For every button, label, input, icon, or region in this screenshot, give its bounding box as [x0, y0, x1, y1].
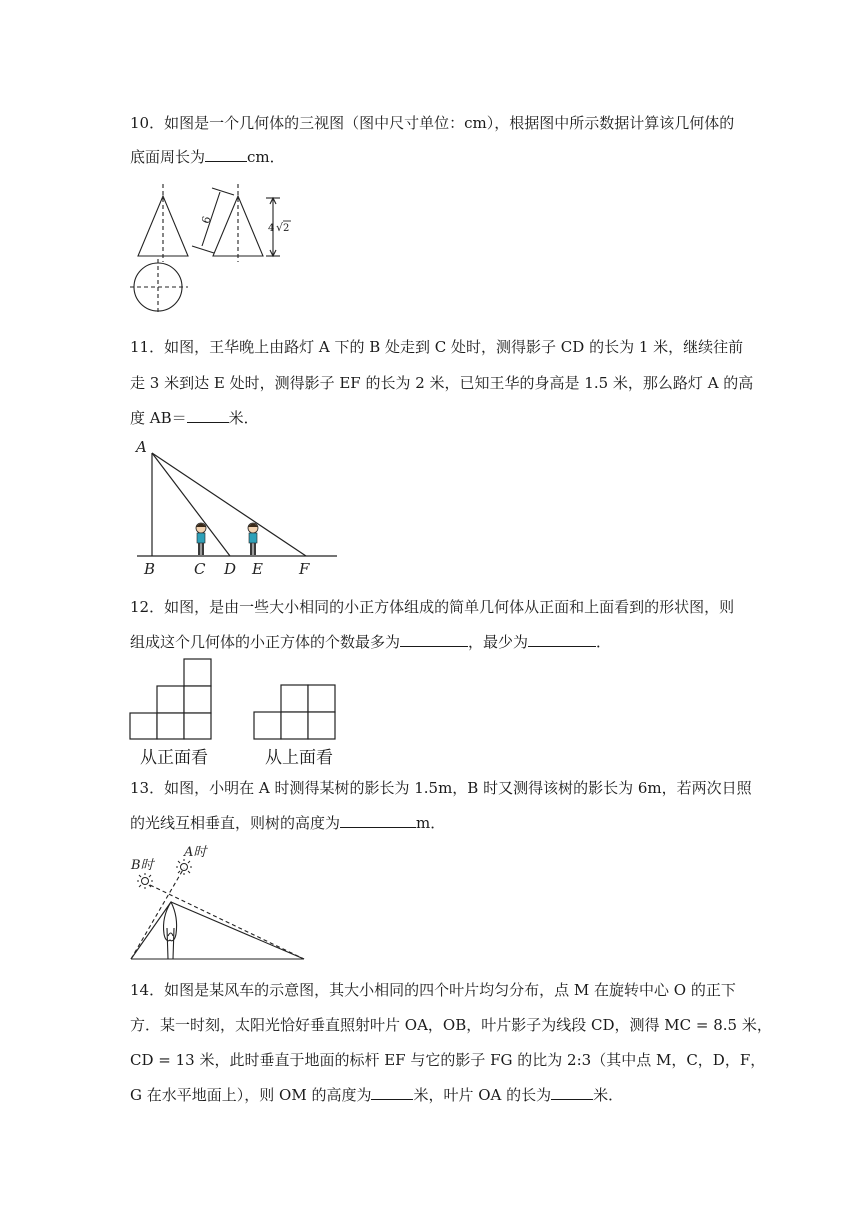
caption-front-view: 从正面看: [140, 748, 208, 768]
svg-text:√: √: [276, 221, 284, 234]
q14-om-answer-blank[interactable]: [371, 1085, 413, 1100]
height-root-label: 2: [283, 223, 290, 234]
q12-top-view-grid: [254, 684, 336, 740]
label-e: E: [252, 560, 263, 578]
q12-line-1: 12．如图，是由一些大小相同的小正方体组成的简单几何体从正面和上面看到的形状图，则: [130, 598, 735, 616]
q11-line-1: 11．如图，王华晚上由路灯 A 下的 B 处走到 C 处时，测得影子 CD 的长为 1 米，继续往前: [130, 338, 744, 356]
q11-line-3: [130, 408, 259, 428]
label-a: A: [136, 438, 147, 456]
label-c: C: [194, 560, 206, 578]
q14-line-4: [130, 1085, 623, 1105]
q11-line-2: 走 3 米到达 E 处时，测得影子 EF 的长为 2 米，已知王华的身高是 1.5 米，那么路灯 A 的高: [130, 374, 754, 392]
q10-answer-blank[interactable]: [205, 147, 247, 162]
q12-line-2: [130, 632, 611, 652]
person-at-e: [248, 523, 258, 555]
q11-answer-blank[interactable]: [187, 408, 229, 423]
q12-front-view-grid: [130, 658, 212, 740]
q10-line-1: 10．如图是一个几何体的三视图（图中尺寸单位：cm），根据图中所示数据计算该几何体的: [130, 114, 735, 132]
light-ray-to-f: [152, 453, 306, 556]
q12-period: ．: [596, 633, 612, 651]
caption-top-view: 从上面看: [265, 748, 333, 768]
label-d: D: [224, 560, 237, 578]
q10-line-2: [130, 147, 285, 167]
q12-text: 组成这个几何体的小正方体的个数最多为: [130, 633, 401, 651]
q13-text: 的光线互相垂直，则树的高度为: [130, 814, 341, 832]
q12-max-answer-blank[interactable]: [400, 632, 468, 647]
q13-line-1: 13．如图，小明在 A 时测得某树的影长为 1.5m，B 时又测得该树的影长为 6m，若两次日照: [130, 779, 752, 797]
slant-label: 6: [199, 214, 214, 226]
q13-line-2: [130, 813, 445, 833]
label-b-time: B时: [131, 858, 154, 873]
light-ray-to-d: [152, 453, 230, 556]
label-b: B: [144, 560, 156, 578]
q10-unit: cm．: [247, 148, 285, 166]
q11-streetlight-figure: [132, 436, 342, 576]
q11-text: 度 AB＝: [130, 409, 187, 427]
height-label: 4: [268, 223, 275, 234]
q14-line-2: 方．某一时刻，太阳光恰好垂直照射叶片 OA，OB，叶片影子为线段 CD，测得 MC = 8.5 米，: [130, 1016, 772, 1034]
q10-text: 底面周长为: [130, 148, 206, 166]
sun-b-icon: [137, 873, 153, 889]
q13-answer-blank[interactable]: [340, 813, 416, 828]
ray-a: [131, 868, 184, 959]
q12-min-answer-blank[interactable]: [528, 632, 596, 647]
q14-text: G 在水平地面上），则 OM 的高度为: [130, 1086, 372, 1104]
q14-line-1: 14．如图是某风车的示意图，其大小相同的四个叶片均匀分布，点 M 在旋转中心 O 的正下: [130, 981, 736, 999]
q13-unit: m．: [416, 814, 446, 832]
q14-text-mid: 米，叶片 OA 的长为: [413, 1086, 552, 1104]
label-f: F: [299, 560, 310, 578]
q12-text-mid: ，最少为: [468, 633, 529, 651]
q13-tree-shadow-figure: [128, 842, 308, 962]
sun-a-icon: [176, 859, 192, 875]
q14-line-3: CD = 13 米，此时垂直于地面的标杆 EF 与它的影子 FG 的比为 2:3（其中点 M，C，D，F，: [130, 1051, 766, 1069]
person-at-c: [196, 523, 206, 555]
hyp-b: [171, 902, 304, 959]
q14-oa-answer-blank[interactable]: [551, 1085, 593, 1100]
q14-unit: 米．: [593, 1086, 624, 1104]
tree-icon: [163, 902, 176, 941]
q10-three-view-figure: [128, 180, 298, 315]
q11-unit: 米．: [228, 409, 259, 427]
label-a-time: A时: [184, 845, 207, 860]
